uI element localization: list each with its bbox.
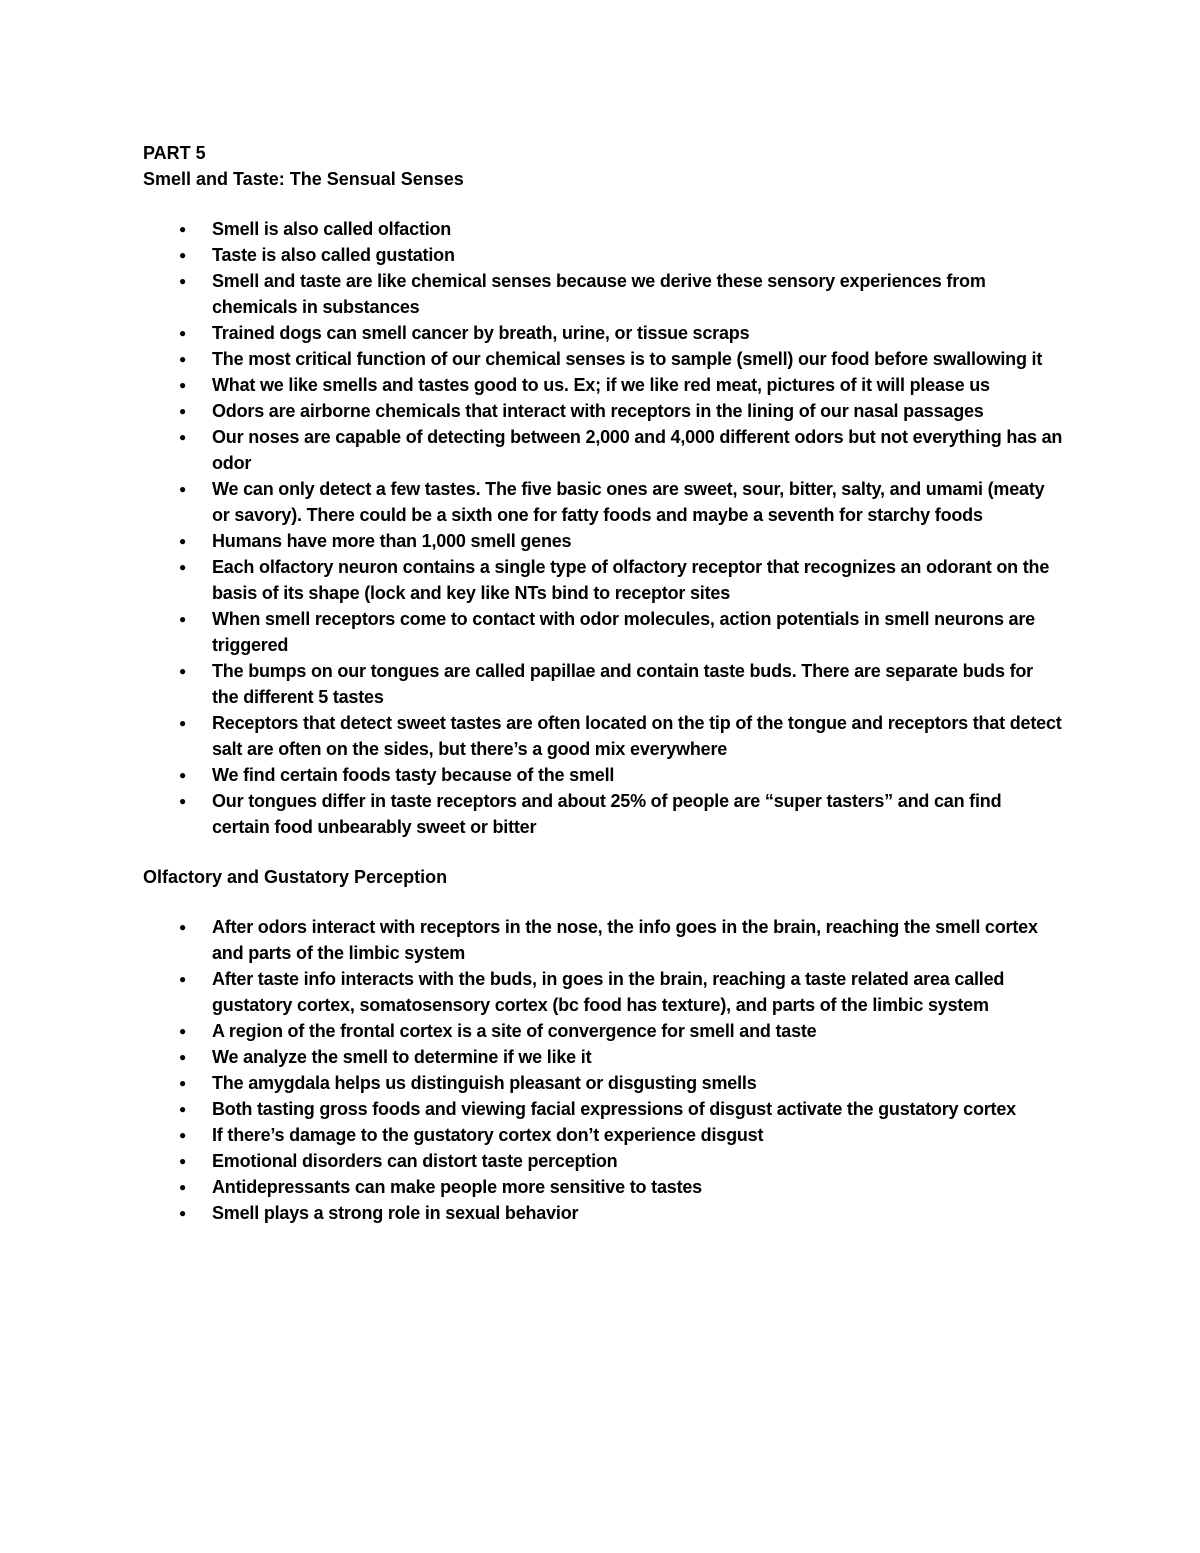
list-item-text: Smell and taste are like chemical senses because we derive these sensory experiences from chemicals in substances [212, 271, 986, 317]
bullet-icon: ● [179, 352, 187, 366]
list-item [143, 1122, 1063, 1148]
list-item [143, 1200, 1063, 1226]
bullet-icon: ● [179, 612, 187, 626]
list-item [143, 346, 1063, 372]
bullet-icon: ● [179, 326, 187, 340]
list-item [143, 1070, 1063, 1096]
list-item-text: Our tongues differ in taste receptors and about 25% of people are “super tasters” and can find certain food unbearably sweet or bitter [212, 791, 1002, 837]
bullet-icon: ● [179, 1102, 187, 1116]
bullet-icon: ● [179, 482, 187, 496]
bullet-icon: ● [179, 430, 187, 444]
bullet-icon: ● [179, 1076, 187, 1090]
bullet-list-perception [143, 914, 1063, 1226]
bullet-icon: ● [179, 404, 187, 418]
spacer [143, 890, 1063, 914]
list-item [143, 320, 1063, 346]
list-item [143, 372, 1063, 398]
list-item [143, 268, 1063, 320]
list-item-text: The bumps on our tongues are called papillae and contain taste buds. There are separate buds for the different 5 tastes [212, 661, 1033, 707]
bullet-icon: ● [179, 1154, 187, 1168]
list-item-text: The amygdala helps us distinguish pleasant or disgusting smells [212, 1073, 757, 1093]
list-item [143, 1044, 1063, 1070]
list-item-text: We find certain foods tasty because of the smell [212, 765, 615, 785]
list-item-text: Our noses are capable of detecting between 2,000 and 4,000 different odors but not everything has an odor [212, 427, 1063, 473]
list-item-text: Odors are airborne chemicals that interact with receptors in the lining of our nasal passages [212, 401, 984, 421]
list-item [143, 788, 1063, 840]
list-item-text: Each olfactory neuron contains a single type of olfactory receptor that recognizes an odorant on the basis of its shape (lock and key like NTs bind to receptor sites [212, 557, 1050, 603]
bullet-icon: ● [179, 920, 187, 934]
list-item-text: Receptors that detect sweet tastes are often located on the tip of the tongue and receptors that detect salt are often on the sides, but there’s a good mix everywhere [212, 713, 1062, 759]
bullet-icon: ● [179, 222, 187, 236]
list-item [143, 1018, 1063, 1044]
list-item-text: We can only detect a few tastes. The five basic ones are sweet, sour, bitter, salty, and umami (meaty or savory). There could be a sixth one for fatty foods and maybe a seventh for starchy foods [212, 479, 1045, 525]
list-item-text: Taste is also called gustation [212, 245, 455, 265]
list-item-text: What we like smells and tastes good to us. Ex; if we like red meat, pictures of it will please us [212, 375, 990, 395]
list-item [143, 1148, 1063, 1174]
bullet-icon: ● [179, 1206, 187, 1220]
spacer [143, 192, 1063, 216]
list-item [143, 966, 1063, 1018]
list-item [143, 216, 1063, 242]
list-item [143, 242, 1063, 268]
section-title-smell-taste: Smell and Taste: The Sensual Senses [143, 169, 464, 189]
list-item-text: Humans have more than 1,000 smell genes [212, 531, 572, 551]
list-item [143, 476, 1063, 528]
list-item [143, 1096, 1063, 1122]
list-item-text: When smell receptors come to contact with odor molecules, action potentials in smell neurons are triggered [212, 609, 1035, 655]
bullet-icon: ● [179, 794, 187, 808]
bullet-icon: ● [179, 378, 187, 392]
bullet-icon: ● [179, 1024, 187, 1038]
list-item-text: Smell is also called olfaction [212, 219, 452, 239]
list-item [143, 710, 1063, 762]
list-item-text: If there’s damage to the gustatory cortex don’t experience disgust [212, 1125, 764, 1145]
list-item [143, 762, 1063, 788]
list-item-text: A region of the frontal cortex is a site of convergence for smell and taste [212, 1021, 817, 1041]
list-item [143, 606, 1063, 658]
bullet-icon: ● [179, 664, 187, 678]
spacer [143, 840, 1063, 864]
bullet-icon: ● [179, 534, 187, 548]
section-title-perception: Olfactory and Gustatory Perception [143, 867, 448, 887]
list-item [143, 398, 1063, 424]
bullet-icon: ● [179, 1050, 187, 1064]
bullet-list-smell-taste [143, 216, 1063, 840]
list-item-text: We analyze the smell to determine if we like it [212, 1047, 592, 1067]
document-page [143, 140, 1063, 1226]
bullet-icon: ● [179, 716, 187, 730]
list-item [143, 658, 1063, 710]
list-item-text: Trained dogs can smell cancer by breath, urine, or tissue scraps [212, 323, 750, 343]
list-item-text: Emotional disorders can distort taste perception [212, 1151, 618, 1171]
bullet-icon: ● [179, 274, 187, 288]
bullet-icon: ● [179, 768, 187, 782]
bullet-icon: ● [179, 1128, 187, 1142]
bullet-icon: ● [179, 248, 187, 262]
part-label: PART 5 [143, 143, 206, 163]
bullet-icon: ● [179, 972, 187, 986]
list-item-text: Antidepressants can make people more sensitive to tastes [212, 1177, 702, 1197]
bullet-icon: ● [179, 560, 187, 574]
list-item [143, 1174, 1063, 1200]
list-item-text: Smell plays a strong role in sexual behavior [212, 1203, 579, 1223]
list-item-text: Both tasting gross foods and viewing facial expressions of disgust activate the gustatory cortex [212, 1099, 1016, 1119]
bullet-icon: ● [179, 1180, 187, 1194]
list-item [143, 528, 1063, 554]
list-item-text: The most critical function of our chemical senses is to sample (smell) our food before swallowing it [212, 349, 1043, 369]
list-item [143, 914, 1063, 966]
list-item-text: After taste info interacts with the buds, in goes in the brain, reaching a taste related area called gustatory cortex, somatosensory cortex (bc food has texture), and parts of the limbic system [212, 969, 1005, 1015]
list-item [143, 554, 1063, 606]
list-item-text: After odors interact with receptors in the nose, the info goes in the brain, reaching the smell cortex and parts of the limbic system [212, 917, 1038, 963]
list-item [143, 424, 1063, 476]
